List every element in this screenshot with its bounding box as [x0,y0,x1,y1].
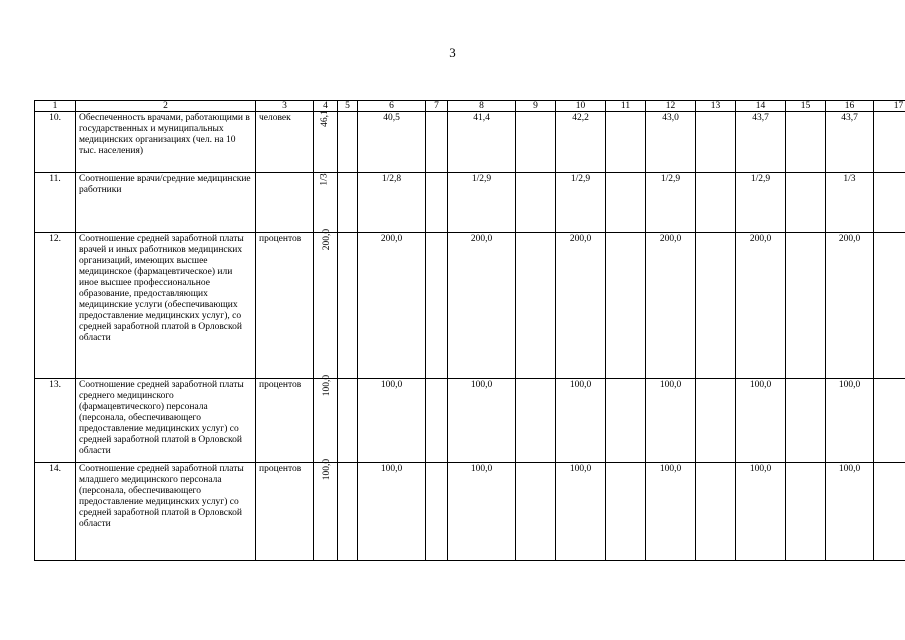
column-header: 6 [358,101,426,112]
empty-cell [786,379,826,463]
empty-cell [426,112,448,173]
indicator-name: Соотношение средней заработной платы среднего медицинского (фармацевтического) персонала (персонала, обеспечивающего предоставление медицинских услуг) со средней заработной платой в Орловской области [76,379,256,463]
column-header: 17 [874,101,905,112]
value-cell: 200,0 [556,233,606,379]
empty-cell [426,173,448,233]
value-cell: 43,7 [736,112,786,173]
column-header: 13 [696,101,736,112]
column-header: 11 [606,101,646,112]
base-value-cell [314,374,338,463]
empty-cell [338,173,358,233]
empty-cell [606,463,646,561]
empty-cell [786,173,826,233]
value-cell: 100,0 [736,379,786,463]
empty-cell [338,112,358,173]
value-cell: 43,0 [646,112,696,173]
column-header: 9 [516,101,556,112]
unit-cell: процентов [256,233,314,379]
unit-cell [256,173,314,233]
column-header: 7 [426,101,448,112]
empty-cell [874,173,905,233]
indicator-name: Соотношение средней заработной платы младшего медицинского персонала (персонала, обеспечивающего предоставление медицинских услуг) со средней заработной платой в Орловской области [76,463,256,561]
unit-cell: процентов [256,379,314,463]
row-number: 11. [35,173,76,233]
column-header: 2 [76,101,256,112]
empty-cell [696,173,736,233]
column-header: 12 [646,101,696,112]
value-cell: 100,0 [826,463,874,561]
column-header: 10 [556,101,606,112]
value-cell: 100,0 [826,379,874,463]
base-value: 100,0 [322,458,333,481]
page-number: 3 [449,45,456,60]
value-cell: 41,4 [448,112,516,173]
value-cell: 1/2,9 [646,173,696,233]
empty-cell [338,463,358,561]
value-cell: 200,0 [358,233,426,379]
base-value-cell [314,458,338,561]
row-number: 10. [35,112,76,173]
base-value: 100,0 [322,374,333,397]
value-cell: 1/3 [826,173,874,233]
table-row [35,463,905,561]
indicator-name: Соотношение средней заработной платы врачей и иных работников медицинских организаций, имеющих высшее медицинское (фармацевтическое) или иное высшее профессиональное образование, предоставляющих медицинские услуги (обеспечивающих предоставление медицинских услуг), со средней заработной платой в Орловской области [76,233,256,379]
column-header: 5 [338,101,358,112]
base-value: 1/3 [319,173,330,186]
column-header: 1 [35,101,76,112]
empty-cell [606,379,646,463]
empty-cell [606,233,646,379]
header-row [35,101,905,112]
value-cell: 1/2,9 [448,173,516,233]
column-header: 4 [314,101,338,112]
value-cell: 1/2,8 [358,173,426,233]
empty-cell [516,233,556,379]
base-value-cell [314,112,338,173]
base-value-cell [314,228,338,379]
unit-cell: человек [256,112,314,173]
table-row [35,112,905,173]
column-header: 15 [786,101,826,112]
value-cell: 100,0 [358,463,426,561]
empty-cell [874,233,905,379]
indicator-name: Соотношение врачи/средние медицинские работники [76,173,256,233]
value-cell: 200,0 [736,233,786,379]
row-number: 14. [35,463,76,561]
empty-cell [874,463,905,561]
base-value: 46,1 [320,110,330,127]
empty-cell [786,463,826,561]
empty-cell [426,463,448,561]
empty-cell [516,112,556,173]
empty-cell [874,379,905,463]
value-cell: 1/2,9 [736,173,786,233]
value-cell: 100,0 [358,379,426,463]
value-cell: 100,0 [646,463,696,561]
table-row [35,379,905,463]
empty-cell [696,379,736,463]
value-cell: 1/2,9 [556,173,606,233]
empty-cell [606,112,646,173]
empty-cell [786,233,826,379]
table-row [35,173,905,233]
value-cell: 100,0 [646,379,696,463]
column-header: 3 [256,101,314,112]
empty-cell [426,233,448,379]
empty-cell [606,173,646,233]
value-cell: 40,5 [358,112,426,173]
value-cell: 200,0 [448,233,516,379]
row-number: 13. [35,379,76,463]
empty-cell [696,233,736,379]
column-header: 16 [826,101,874,112]
value-cell: 100,0 [556,379,606,463]
empty-cell [786,112,826,173]
empty-cell [516,173,556,233]
unit-cell: процентов [256,463,314,561]
column-header: 14 [736,101,786,112]
value-cell: 42,2 [556,112,606,173]
table-row [35,233,905,379]
value-cell: 100,0 [556,463,606,561]
value-cell: 100,0 [736,463,786,561]
empty-cell [696,112,736,173]
empty-cell [516,379,556,463]
value-cell: 200,0 [646,233,696,379]
empty-cell [338,379,358,463]
empty-cell [426,379,448,463]
empty-cell [874,112,905,173]
row-number: 12. [35,233,76,379]
value-cell: 100,0 [448,463,516,561]
column-header: 8 [448,101,516,112]
indicators-table [34,100,905,561]
base-value: 200,0 [322,228,333,251]
value-cell: 43,7 [826,112,874,173]
empty-cell [516,463,556,561]
empty-cell [338,233,358,379]
value-cell: 200,0 [826,233,874,379]
indicator-name: Обеспеченность врачами, работающими в государственных и муниципальных медицинских организациях (чел. на 10 тыс. населения) [76,112,256,173]
empty-cell [696,463,736,561]
base-value-cell [314,173,338,233]
value-cell: 100,0 [448,379,516,463]
